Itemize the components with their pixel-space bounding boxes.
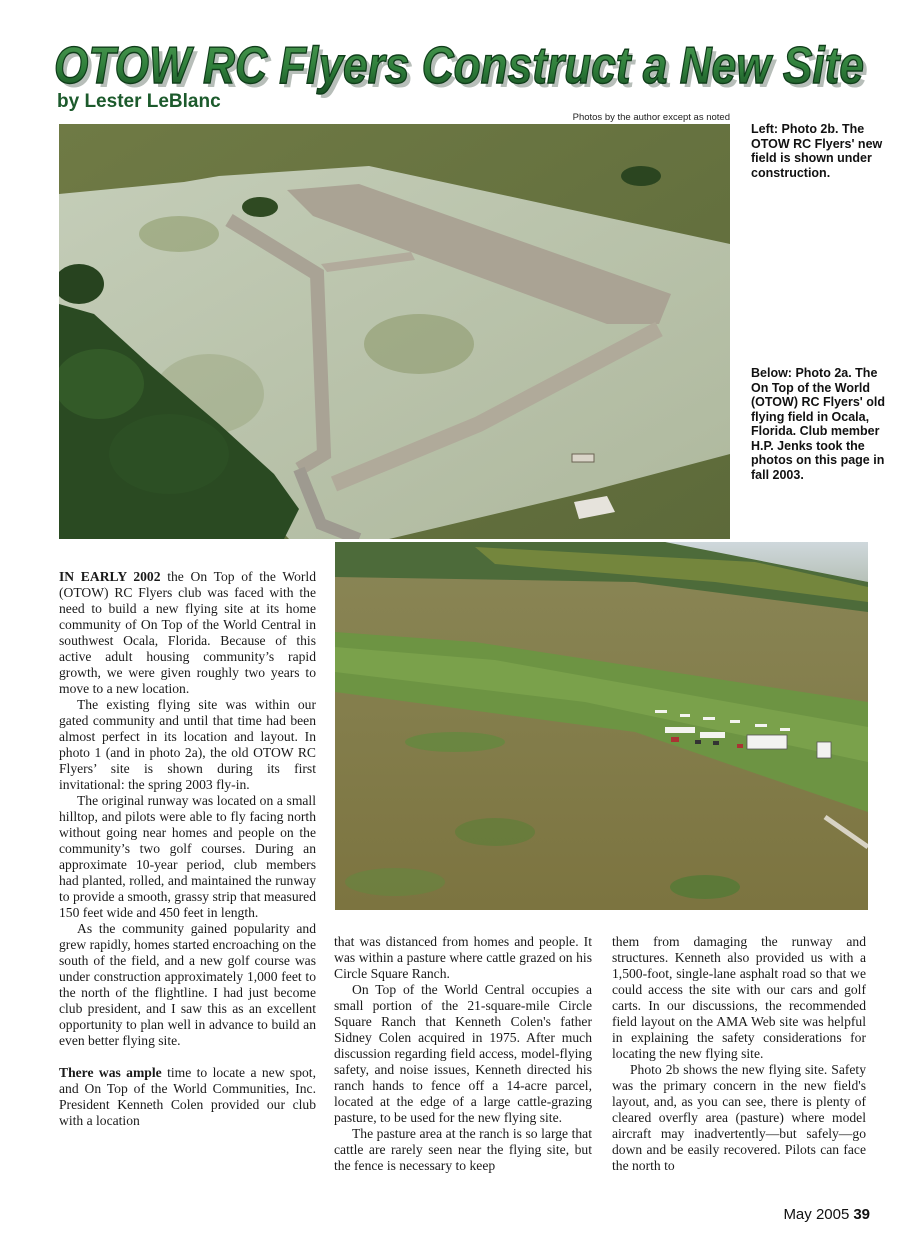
article-title-text: OTOW RC Flyers Construct a New Site	[54, 37, 864, 95]
paragraph-6: On Top of the World Central occupies a small portion of the 21-square-mile Circle Square Ranch that Kenneth Colen's father Sidney Colen acquired in 1975. After much discussion regarding field access, model-flying safety, and noise issues, Kenneth directed his ranch hands to fence off a 14-acre parcel, located at the edge of a large cattle-grazing pasture, to be used for the new flying site.	[334, 982, 592, 1125]
page-number: 39	[853, 1206, 870, 1223]
paragraph-5-lead: There was ample	[59, 1065, 162, 1080]
caption-photo-2a: Below: Photo 2a. The On Top of the World (OTOW) RC Flyers' old flying field in Ocala, Florida. Club member H.P. Jenks took the photos on this page in fall 2003.	[751, 366, 885, 482]
caption-photo-2b: Left: Photo 2b. The OTOW RC Flyers' new field is shown under construction.	[751, 122, 883, 180]
paragraph-1-lead: IN EARLY 2002	[59, 569, 161, 584]
paragraph-8: Photo 2b shows the new flying site. Safety was the primary concern in the new field's layout, and, as you can see, there is plenty of cleared overfly area (pasture) where model aircraft may inadvertently—but safely—go down and be easily recovered. Pilots can face the north to	[612, 1062, 866, 1173]
photo-2b-new-field	[59, 124, 730, 539]
article-title-shadow: OTOW RC Flyers Construct a New Site	[58, 41, 868, 99]
paragraph-5-text-part-1: time to locate a new spot, and On Top of the World Communities, Inc. President Kenneth Colen provided our club with a location	[59, 1065, 316, 1128]
photo-2a-old-field	[335, 542, 868, 910]
paragraph-1-text: the On Top of the World (OTOW) RC Flyers club was faced with the need to build a new flying site at its home community of On Top of the World Central in southwest Ocala, Florida. Because of this active adult housing community’s rapid growth, we were given roughly two years to move to a new location.	[59, 569, 316, 696]
page-folio	[700, 1206, 870, 1223]
paragraph-5	[59, 1065, 316, 1129]
paragraph-5-text-part-2: that was distanced from homes and people. It was within a pasture where cattle grazed on his Circle Square Ranch.	[334, 934, 592, 981]
text-column-3	[612, 934, 866, 1174]
paragraph-1	[59, 569, 316, 697]
paragraph-4: As the community gained popularity and grew rapidly, homes started encroaching on the south of the field, and a new golf course was under construction approximately 1,000 feet to the north of the flightline. I had just become club president, and I saw this as an excellent opportunity to plan well in advance to build an even better flying site.	[59, 921, 316, 1048]
byline: by Lester LeBlanc	[57, 91, 221, 112]
photo-credit: Photos by the author except as noted	[572, 112, 730, 123]
paragraph-7-part-1: The pasture area at the ranch is so large that cattle are rarely seen near the flying site, but the fence is necessary to keep	[334, 1126, 592, 1173]
paragraph-2: The existing flying site was within our gated community and until that time had been almost perfect in its location and layout. In photo 1 (and in photo 2a), the old OTOW RC Flyers’ site is shown during its first invitational: the spring 2003 fly-in.	[59, 697, 316, 792]
issue-date: May 2005	[783, 1206, 850, 1223]
text-column-1	[59, 569, 316, 1129]
paragraph-3: The original runway was located on a small hilltop, and pilots were able to fly facing north without going near homes and people on the community’s two golf courses. During an approximate 10-year period, club members had planted, rolled, and maintained the runway to provide a smooth, grassy strip that measured 150 feet wide and 450 feet in length.	[59, 793, 316, 920]
paragraph-7-part-2: them from damaging the runway and structures. Kenneth also provided us with a 1,500-foot, single-lane asphalt road so that we could access the site with our cars and golf carts. In our discussions, the recommended field layout on the AMA Web site was helpful in explaining the safety considerations for locating the new flying site.	[612, 934, 866, 1061]
text-column-2	[334, 934, 592, 1174]
